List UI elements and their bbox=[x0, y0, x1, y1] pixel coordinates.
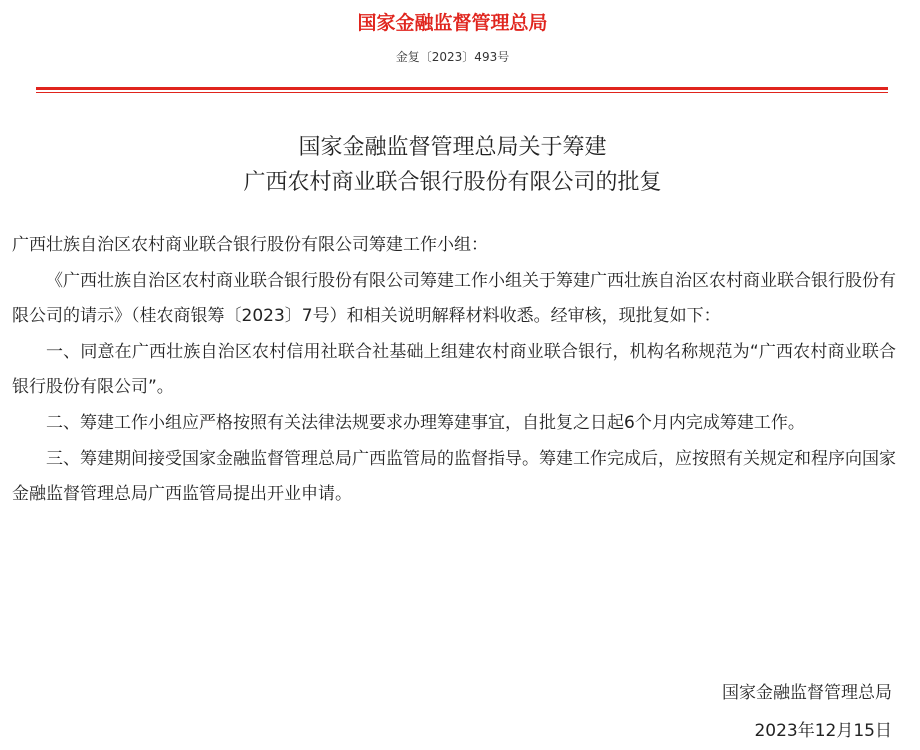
paragraph-item-1: 一、同意在广西壮族自治区农村信用社联合社基础上组建农村商业联合银行，机构名称规范为“广西农村商业联合银行股份有限公司”。 bbox=[12, 341, 896, 398]
signature-date: 2023年12月15日 bbox=[754, 721, 892, 741]
red-divider-thick bbox=[36, 87, 888, 90]
document-title-line-1: 国家金融监督管理总局关于筹建 bbox=[298, 135, 607, 160]
document-body bbox=[12, 228, 896, 513]
issuing-authority-header: 国家金融监督管理总局 bbox=[357, 12, 548, 34]
document-number: 金复〔2023〕493号 bbox=[395, 50, 510, 64]
addressee: 广西壮族自治区农村商业联合银行股份有限公司筹建工作小组： bbox=[12, 235, 488, 255]
paragraph-item-3: 三、筹建期间接受国家金融监督管理总局广西监管局的监督指导。筹建工作完成后，应按照有关规定和程序向国家金融监督管理总局广西监管局提出开业申请。 bbox=[12, 448, 896, 505]
signature-issuer: 国家金融监督管理总局 bbox=[722, 683, 892, 703]
paragraph-request-received: 《广西壮族自治区农村商业联合银行股份有限公司筹建工作小组关于筹建广西壮族自治区农村商业联合银行股份有限公司的请示》（桂农商银筹〔2023〕7号）和相关说明解释材料收悉。经审核，现批复如下： bbox=[12, 270, 896, 327]
signature-block bbox=[722, 674, 892, 750]
paragraph-item-2: 二、筹建工作小组应严格按照有关法律法规要求办理筹建事宜，自批复之日起6个月内完成筹建工作。 bbox=[46, 412, 805, 433]
document-title-line-2: 广西农村商业联合银行股份有限公司的批复 bbox=[243, 170, 662, 195]
red-divider-thin bbox=[36, 92, 888, 93]
